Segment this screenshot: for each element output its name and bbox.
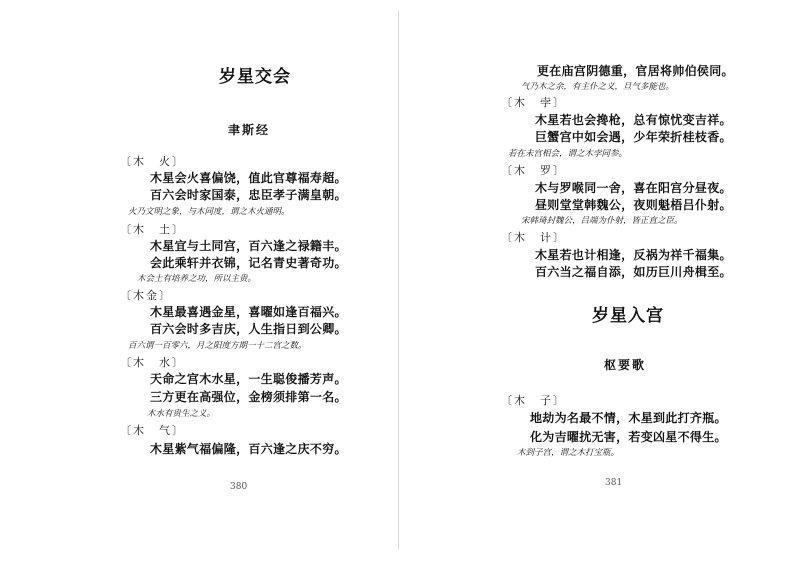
section-label: 〔木 土〕 bbox=[120, 223, 185, 236]
annotation-note: 木到子宫，谓之木打宝瓶。 bbox=[517, 448, 620, 458]
verse-line: 百六会时家国泰，忠臣孝子满皇朝。 bbox=[150, 188, 347, 202]
section-label: 〔木 孛〕 bbox=[501, 96, 566, 109]
verse-line: 木星会火喜偏饶，值此官尊福寿超。 bbox=[150, 171, 347, 185]
annotation-note: 百六谓一百零六，月之阳度方期一十二宫之数。 bbox=[128, 341, 307, 351]
verse-line: 木星最喜遇金星，喜曜如逢百福兴。 bbox=[150, 305, 347, 319]
verse-line: 百六当之福自添，如历巨川舟楫至。 bbox=[535, 265, 732, 279]
verse-line: 地劫为名最不情，木星到此打齐瓶。 bbox=[530, 411, 727, 425]
annotation-note: 气乃木之余，有主仆之义，旦气多能也。 bbox=[521, 82, 675, 92]
verse-line: 木星宜与土同宫，百六逢之禄籍丰。 bbox=[150, 239, 347, 253]
verse-line: 木星若也会搀枪，总有惊忧变吉祥。 bbox=[535, 113, 732, 127]
verse-line: 巨蟹宫中如会遇，少年荣折桂枝香。 bbox=[535, 130, 732, 144]
section-label: 〔木 水〕 bbox=[120, 356, 185, 369]
section-title: 岁星入宫 bbox=[592, 306, 664, 326]
verse-line: 三方更在高强位，金榜须排第一名。 bbox=[150, 390, 347, 404]
section-label: 〔木金〕 bbox=[120, 289, 172, 302]
page-number: 380 bbox=[230, 482, 248, 492]
section-label: 〔木 罗〕 bbox=[501, 164, 566, 177]
verse-line: 化为吉曜扰无害，若变凶星不得生。 bbox=[530, 430, 727, 444]
section-label: 〔木 气〕 bbox=[120, 424, 185, 437]
page-title: 岁星交会 bbox=[219, 67, 291, 87]
right-page bbox=[420, 0, 793, 561]
page-subtitle: 聿斯经 bbox=[228, 123, 271, 137]
annotation-note: 宋韩琦封魏公，吕端为仆射，皆正直之臣。 bbox=[521, 216, 683, 226]
section-subtitle: 枢要歌 bbox=[604, 358, 647, 372]
annotation-note: 木会土有培养之功，所以主贵。 bbox=[137, 274, 257, 284]
section-label: 〔木 计〕 bbox=[501, 231, 566, 244]
verse-line: 更在庙宫阴德重，官居将帅伯侯同。 bbox=[537, 64, 734, 78]
verse-line: 会此乘轩并衣锦，记名青史著奇功。 bbox=[150, 256, 347, 270]
section-label: 〔木 火〕 bbox=[120, 155, 185, 168]
annotation-note: 火乃文明之象，与木同度，谓之木火通明。 bbox=[128, 207, 290, 217]
verse-line: 木星紫气福偏隆，百六逢之庆不穷。 bbox=[150, 442, 347, 456]
section-label: 〔木 子〕 bbox=[501, 394, 566, 407]
verse-line: 木星若也计相逢，反祸为祥千福集。 bbox=[535, 248, 732, 262]
verse-line: 木与罗喉同一舍，喜在阳宫分昼夜。 bbox=[535, 181, 732, 195]
page-number: 381 bbox=[605, 478, 623, 488]
annotation-note: 木水有贵生之义。 bbox=[147, 409, 216, 419]
verse-line: 昼则堂堂韩魏公，夜则魁梧吕仆射。 bbox=[535, 198, 732, 212]
verse-line: 百六会时多吉庆，人生指日到公卿。 bbox=[150, 322, 347, 336]
verse-line: 天命之宫木水星，一生聪俊播芳声。 bbox=[150, 372, 347, 386]
annotation-note: 若在未宫相会，谓之木孛同参。 bbox=[508, 149, 628, 159]
